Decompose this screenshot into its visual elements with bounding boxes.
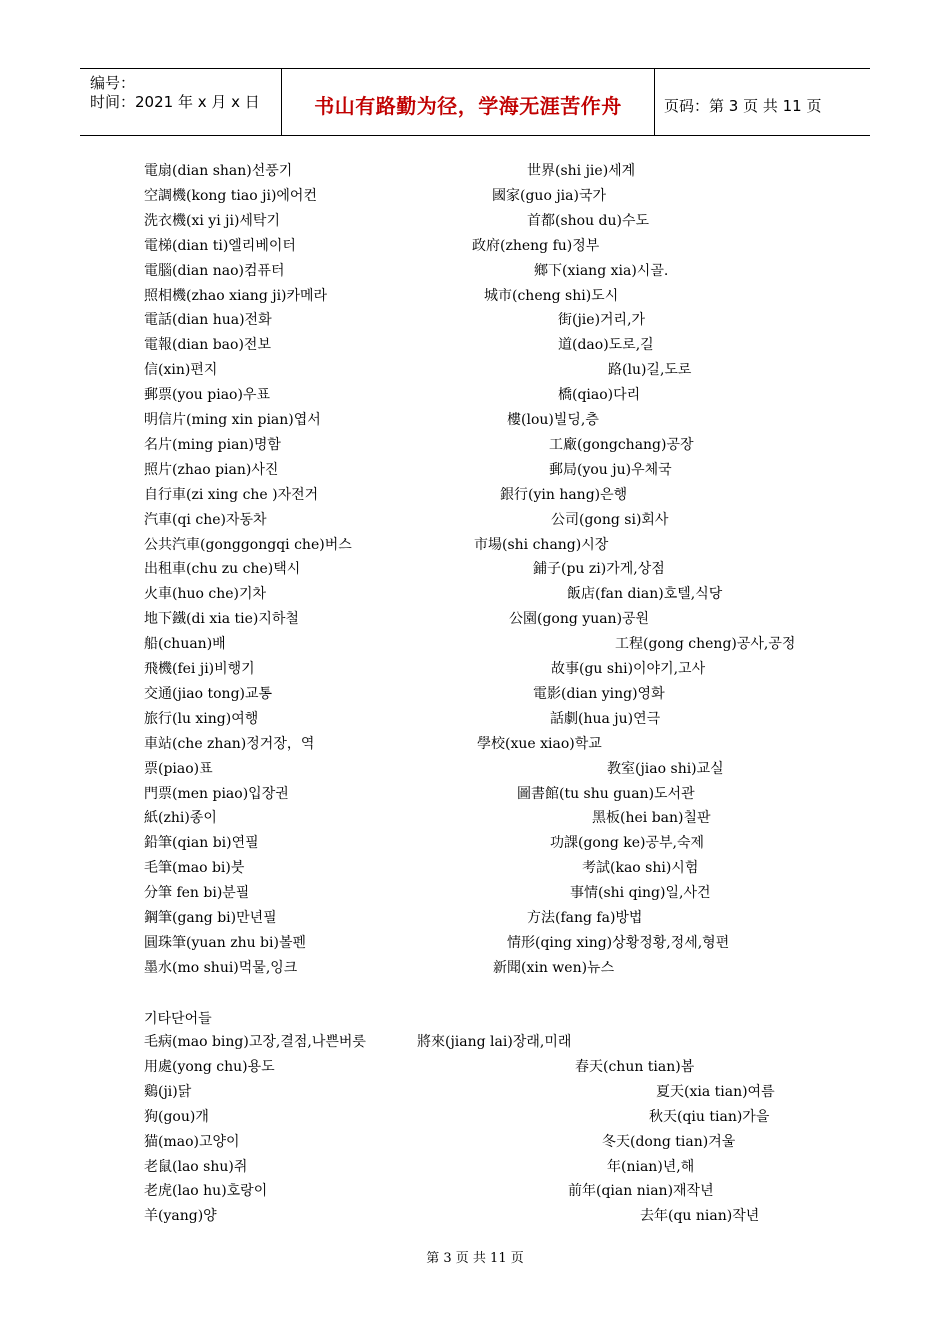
vocab-entry-left: 明信片(ming xin pian)엽서 [144, 412, 321, 428]
vocab-entry-right: 黑板(hei ban)칠판 [592, 810, 711, 827]
vocab-entry-right: 世界(shi jie)세계 [527, 163, 636, 179]
vocab-entry-right: 橋(qiao)다리 [558, 387, 641, 404]
vocab-entry-right: 銀行(yin hang)은행 [500, 486, 628, 503]
vocab-entry-right: 方法(fang fa)방법 [527, 910, 643, 926]
vocab-entry-left: 鉛筆(qian bi)연필 [144, 835, 259, 852]
vocab-entry-left: 鋼筆(gang bi)만년필 [144, 910, 277, 926]
vocab-entry-right: 公司(gong si)회사 [551, 511, 669, 528]
vocab-entry-left: 名片(ming pian)명함 [144, 436, 281, 453]
vocab-entry-left: 紙(zhi)종이 [144, 810, 217, 827]
vocab-entry-left: 飛機(fei ji)비행기 [144, 661, 255, 677]
vocab-entry-right: 郵局(you ju)우체국 [549, 461, 672, 478]
vocab-entry-right: 新聞(xin wen)뉴스 [493, 959, 615, 976]
vocab-entry-left: 猫(mao)고양이 [144, 1133, 240, 1150]
doc-time-label: 时间：2021 年 x 月 x 日 [90, 93, 260, 111]
vocab-entry-right: 冬天(dong tian)겨울 [602, 1133, 736, 1150]
vocab-entry-right: 話劇(hua ju)연극 [550, 710, 661, 727]
vocab-entry-left: 票(piao)표 [144, 760, 213, 777]
header-top-border [80, 68, 870, 69]
vocab-entry-right: 教室(jiao shi)교실 [607, 760, 724, 777]
vocab-entry-right: 功課(gong ke)공부,숙제 [550, 835, 705, 852]
vocab-entry-right: 去年(qu nian)작년 [640, 1208, 760, 1225]
vocab-entry-right: 將來(jiang lai)장래,미래 [417, 1034, 572, 1050]
vocab-entry-left: 自行車(zi xing che )자전거 [144, 486, 319, 503]
vocab-entry-left: 汽車(qi che)자동차 [144, 511, 267, 528]
vocab-entry-left: 郵票(you piao)우표 [144, 387, 270, 404]
vocab-entry-right: 樓(lou)빌딩,층 [507, 412, 599, 428]
vocab-entry-left: 電話(dian hua)전화 [144, 312, 272, 329]
vocab-entry-right: 路(lu)길,도로 [608, 362, 692, 379]
vocab-entry-right: 公園(gong yuan)공원 [509, 611, 650, 628]
vocab-entry-left: 公共汽車(gonggongqi che)버스 [144, 536, 352, 553]
vocab-entry-right: 飯店(fan dian)호텔,식당 [567, 586, 723, 603]
vocab-entry-left: 交通(jiao tong)교통 [144, 685, 273, 702]
vocab-entry-left: 用處(yong chu)용도 [144, 1058, 275, 1075]
vocab-entry-right: 國家(guo jia)국가 [492, 187, 606, 204]
vocab-entry-left: 出租車(chu zu che)택시 [144, 561, 301, 578]
vocab-entry-right: 鄉下(xiang xia)시골. [534, 262, 669, 279]
vocab-entry-left: 旅行(lu xing)여행 [144, 710, 259, 727]
vocab-entry-left: 電腦(dian nao)컴퓨터 [144, 262, 285, 279]
vocab-entry-right: 秋天(qiu tian)가을 [649, 1108, 770, 1125]
vocab-entry-left: 門票(men piao)입장권 [144, 785, 289, 802]
vocab-entry-right: 春天(chun tian)봄 [575, 1058, 695, 1075]
vocab-entry-right: 情形(qing xing)상황정황,정세,형편 [507, 934, 730, 951]
vocab-entry-right: 電影(dian ying)영화 [533, 685, 665, 702]
vocab-entry-right: 故事(gu shi)이야기,고사 [551, 661, 706, 677]
vocab-entry-left: 信(xin)편지 [144, 362, 218, 379]
vocab-entry-right: 鋪子(pu zi)가게,상점 [533, 561, 665, 578]
section-heading: 기타단어들 [144, 1011, 212, 1027]
vocab-entry-left: 照片(zhao pian)사진 [144, 461, 279, 478]
header-motto: 书山有路勤为径，学海无涯苦作舟 [314, 94, 622, 118]
vocab-entry-left: 毛筆(mao bi)붓 [144, 860, 245, 877]
vocab-entry-left: 地下鐵(di xia tie)지하철 [144, 611, 299, 628]
vocab-entry-right: 首都(shou du)수도 [527, 212, 650, 229]
vocab-entry-left: 墨水(mo shui)먹물,잉크 [144, 959, 298, 976]
vocab-entry-left: 洗衣機(xi yi ji)세탁기 [144, 212, 280, 229]
doc-number-label: 编号： [90, 74, 136, 92]
vocab-entry-left: 船(chuan)배 [144, 636, 226, 653]
vocab-entry-right: 工廠(gongchang)공장 [549, 436, 694, 453]
vocab-entry-left: 分筆 fen bi)분필 [144, 885, 250, 902]
vocab-entry-right: 圖書館(tu shu guan)도서관 [517, 785, 695, 802]
vocab-entry-right: 市場(shi chang)시장 [474, 536, 609, 553]
page-footer: 第 3 页 共 11 页 [426, 1251, 524, 1266]
vocab-entry-left: 老虎(lao hu)호랑이 [144, 1183, 268, 1200]
vocab-entry-left: 羊(yang)양 [144, 1208, 217, 1225]
vocab-entry-left: 空調機(kong tiao ji)에어컨 [144, 187, 317, 204]
vocab-entry-left: 電報(dian bao)전보 [144, 337, 271, 354]
vocab-entry-right: 街(jie)거리,가 [558, 312, 646, 329]
vocab-entry-left: 電扇(dian shan)선풍기 [144, 163, 293, 179]
header-bottom-border [80, 135, 870, 136]
vocab-entry-right: 事情(shi qing)일,사건 [570, 885, 711, 902]
vocab-entry-left: 車站(che zhan)정거장，역 [144, 735, 315, 752]
vocab-entry-left: 照相機(zhao xiang ji)카메라 [144, 287, 328, 304]
header-divider [654, 68, 655, 136]
vocab-entry-right: 年(nian)년,해 [607, 1158, 695, 1175]
vocab-entry-left: 老鼠(lao shu)쥐 [144, 1158, 248, 1175]
vocab-entry-right: 學校(xue xiao)학교 [477, 735, 602, 752]
vocab-entry-left: 火車(huo che)기차 [144, 586, 267, 603]
vocab-entry-right: 工程(gong cheng)공사,공정 [615, 636, 796, 653]
vocab-entry-right: 城市(cheng shi)도시 [484, 287, 619, 304]
vocab-entry-right: 政府(zheng fu)정부 [472, 237, 600, 254]
vocab-entry-left: 鷄(ji)닭 [144, 1083, 192, 1100]
vocab-entry-left: 毛病(mao bing)고장,결점,나쁜버릇 [144, 1034, 366, 1050]
vocab-entry-right: 考試(kao shi)시험 [582, 860, 699, 877]
vocab-entry-left: 電梯(dian ti)엘리베이터 [144, 237, 296, 254]
header-page-info: 页码：第 3 页 共 11 页 [664, 97, 822, 115]
vocab-entry-right: 前年(qian nian)재작년 [568, 1183, 714, 1200]
vocab-entry-left: 圓珠筆(yuan zhu bi)볼펜 [144, 934, 307, 951]
vocab-entry-right: 道(dao)도로,길 [558, 337, 654, 354]
vocab-entry-right: 夏天(xia tian)여름 [656, 1083, 775, 1100]
vocab-entry-left: 狗(gou)개 [144, 1108, 209, 1125]
